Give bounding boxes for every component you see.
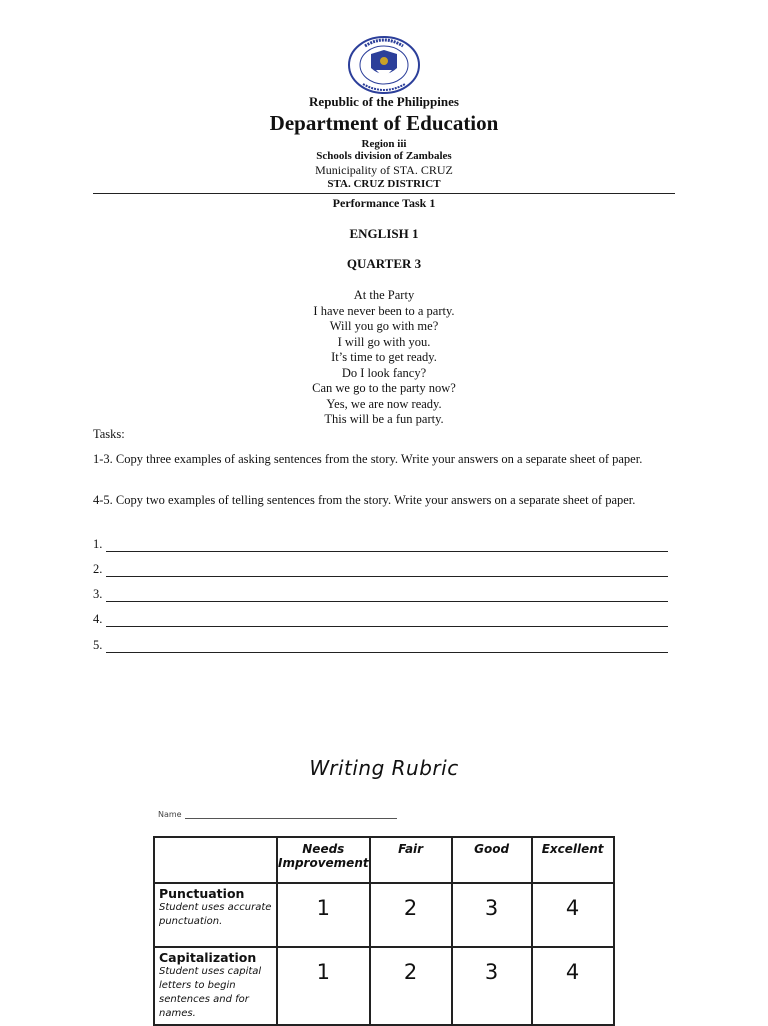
- answer-number: 5.: [93, 638, 103, 652]
- header-municipality: Municipality of STA. CRUZ: [315, 163, 453, 177]
- criterion-description: Student uses accurate punctuation.: [159, 902, 272, 927]
- name-field[interactable]: [158, 810, 397, 819]
- rubric-title: Writing Rubric: [309, 756, 459, 780]
- rubric-header-blank: [154, 837, 277, 883]
- score-cell: 4: [532, 883, 614, 947]
- story-line: I will go with you.: [337, 334, 431, 349]
- score-cell: 4: [532, 947, 614, 1025]
- blank-line: [106, 642, 668, 653]
- rubric-row-punctuation: [154, 883, 614, 947]
- header-department: Department of Education: [269, 111, 499, 135]
- answer-number: 1.: [93, 537, 103, 551]
- subject-title: ENGLISH 1: [349, 226, 419, 241]
- answer-number: 2.: [93, 562, 103, 576]
- performance-task-title: Performance Task 1: [332, 196, 436, 210]
- rubric-header-needs-improvement: Needs Improvement: [277, 837, 370, 883]
- name-label: Name: [158, 810, 182, 819]
- rubric-header-excellent: Excellent: [532, 837, 614, 883]
- blank-line: [106, 616, 668, 627]
- rubric-criterion: [154, 883, 277, 947]
- story-line: I have never been to a party.: [313, 303, 455, 318]
- task-instruction-1: 1-3. Copy three examples of asking sentences from the story. Write your answers on a separate sheet of paper.: [93, 452, 643, 466]
- story-poem: [0, 288, 768, 428]
- story-line: This will be a fun party.: [324, 412, 444, 426]
- header-divider: [93, 193, 675, 194]
- header-republic: Republic of the Philippines: [309, 94, 459, 109]
- answer-line-1[interactable]: [93, 537, 668, 552]
- rubric-criterion: [154, 947, 277, 1025]
- task-instruction-2: 4-5. Copy two examples of telling sentences from the story. Write your answers on a separate sheet of paper.: [93, 493, 636, 507]
- header-region: Region iii: [361, 138, 407, 150]
- score-cell: 3: [452, 883, 532, 947]
- score-cell: 3: [452, 947, 532, 1025]
- deped-seal-logo: [347, 36, 421, 94]
- answer-line-4[interactable]: [93, 612, 668, 627]
- story-line: Do I look fancy?: [341, 365, 427, 380]
- name-blank-line: [185, 810, 397, 819]
- story-line: Will you go with me?: [329, 319, 439, 333]
- answer-line-5[interactable]: [93, 638, 668, 653]
- story-line: Yes, we are now ready.: [326, 396, 442, 411]
- score-cell: 2: [370, 947, 452, 1025]
- answer-number: 3.: [93, 587, 103, 601]
- answer-number: 4.: [93, 612, 103, 626]
- criterion-name: Punctuation: [159, 886, 245, 901]
- answer-line-2[interactable]: [93, 562, 668, 577]
- tasks-label: Tasks:: [93, 427, 125, 441]
- score-cell: 1: [277, 883, 370, 947]
- rubric-header-good: Good: [452, 837, 532, 883]
- blank-line: [106, 566, 668, 577]
- story-title: At the Party: [353, 288, 415, 302]
- score-cell: 2: [370, 883, 452, 947]
- header-district: STA. CRUZ DISTRICT: [327, 178, 441, 190]
- blank-line: [106, 591, 668, 602]
- writing-rubric-table: [153, 836, 615, 1026]
- criterion-description: Student uses capital letters to begin sentences and for names.: [159, 966, 262, 1019]
- blank-line: [106, 541, 668, 552]
- rubric-row-capitalization: [154, 947, 614, 1025]
- criterion-name: Capitalization: [159, 950, 257, 965]
- score-cell: 1: [277, 947, 370, 1025]
- rubric-header-row: [154, 837, 614, 883]
- quarter-title: QUARTER 3: [346, 256, 422, 271]
- story-line: Can we go to the party now?: [312, 381, 456, 395]
- header-division: Schools division of Zambales: [316, 150, 452, 162]
- answer-line-3[interactable]: [93, 587, 668, 602]
- rubric-header-fair: Fair: [370, 837, 452, 883]
- story-line: It’s time to get ready.: [331, 350, 437, 364]
